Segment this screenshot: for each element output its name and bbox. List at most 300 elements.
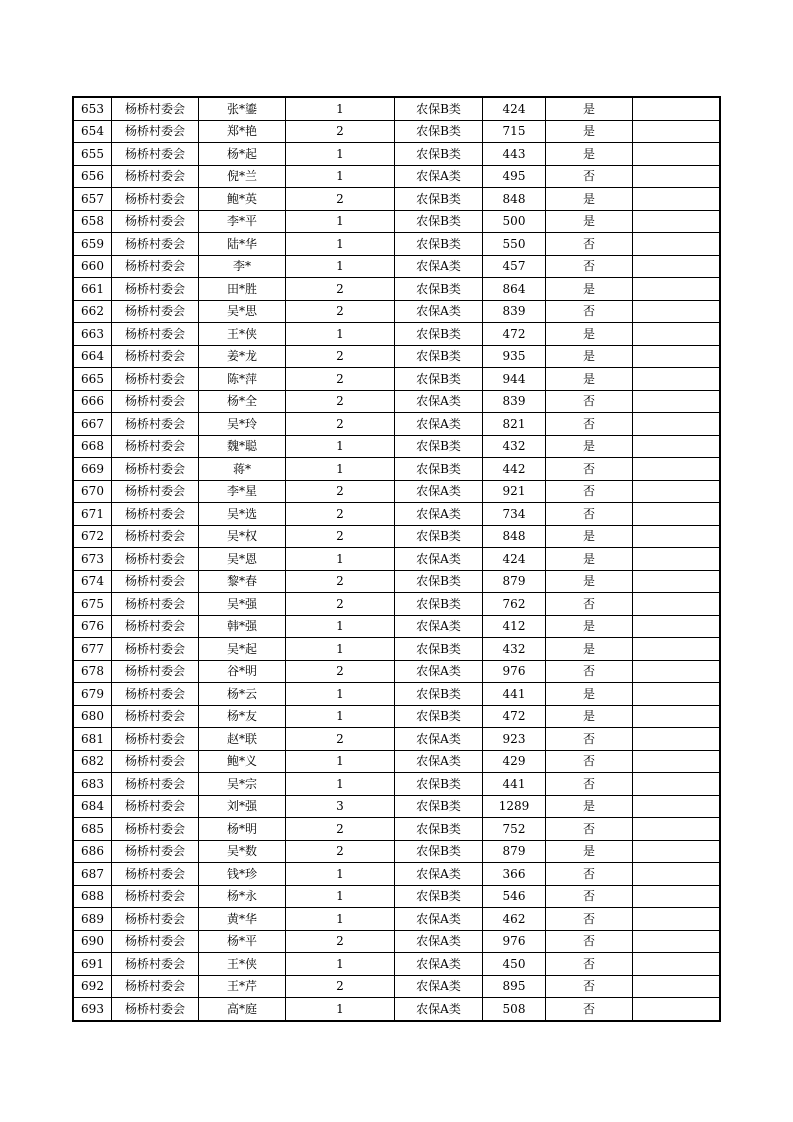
committee-cell: 杨桥村委会	[112, 390, 199, 413]
insurance-type-cell: 农保A类	[395, 660, 483, 683]
amount-cell: 432	[483, 435, 546, 458]
insurance-type-cell: 农保B类	[395, 97, 483, 120]
household-count-cell: 2	[286, 728, 395, 751]
table-row	[73, 660, 720, 683]
status-cell: 否	[546, 953, 633, 976]
status-cell: 否	[546, 818, 633, 841]
name-cell: 鲍*义	[199, 750, 286, 773]
household-count-cell: 2	[286, 120, 395, 143]
committee-cell: 杨桥村委会	[112, 885, 199, 908]
table-row	[73, 998, 720, 1021]
committee-cell: 杨桥村委会	[112, 728, 199, 751]
data-table	[72, 96, 721, 1022]
status-cell: 是	[546, 570, 633, 593]
remark-cell	[633, 548, 721, 571]
household-count-cell: 1	[286, 953, 395, 976]
remark-cell	[633, 480, 721, 503]
remark-cell	[633, 503, 721, 526]
status-cell: 是	[546, 120, 633, 143]
table-row	[73, 345, 720, 368]
status-cell: 是	[546, 278, 633, 301]
status-cell: 否	[546, 773, 633, 796]
table-body	[73, 97, 720, 1021]
household-count-cell: 1	[286, 210, 395, 233]
remark-cell	[633, 413, 721, 436]
amount-cell: 821	[483, 413, 546, 436]
status-cell: 是	[546, 97, 633, 120]
row-number-cell: 683	[73, 773, 112, 796]
committee-cell: 杨桥村委会	[112, 120, 199, 143]
row-number-cell: 653	[73, 97, 112, 120]
remark-cell	[633, 255, 721, 278]
status-cell: 是	[546, 143, 633, 166]
table-row	[73, 165, 720, 188]
household-count-cell: 2	[286, 525, 395, 548]
remark-cell	[633, 728, 721, 751]
table-row	[73, 413, 720, 436]
row-number-cell: 665	[73, 368, 112, 391]
committee-cell: 杨桥村委会	[112, 660, 199, 683]
row-number-cell: 681	[73, 728, 112, 751]
name-cell: 陈*萍	[199, 368, 286, 391]
committee-cell: 杨桥村委会	[112, 345, 199, 368]
amount-cell: 457	[483, 255, 546, 278]
remark-cell	[633, 998, 721, 1021]
household-count-cell: 2	[286, 413, 395, 436]
insurance-type-cell: 农保B类	[395, 458, 483, 481]
committee-cell: 杨桥村委会	[112, 165, 199, 188]
name-cell: 杨*明	[199, 818, 286, 841]
remark-cell	[633, 323, 721, 346]
status-cell: 是	[546, 795, 633, 818]
household-count-cell: 2	[286, 188, 395, 211]
table-row	[73, 368, 720, 391]
status-cell: 是	[546, 705, 633, 728]
table-row	[73, 863, 720, 886]
insurance-type-cell: 农保B类	[395, 570, 483, 593]
remark-cell	[633, 143, 721, 166]
committee-cell: 杨桥村委会	[112, 548, 199, 571]
status-cell: 是	[546, 368, 633, 391]
remark-cell	[633, 300, 721, 323]
household-count-cell: 1	[286, 97, 395, 120]
household-count-cell: 1	[286, 458, 395, 481]
remark-cell	[633, 593, 721, 616]
name-cell: 王*侠	[199, 953, 286, 976]
row-number-cell: 654	[73, 120, 112, 143]
amount-cell: 879	[483, 840, 546, 863]
committee-cell: 杨桥村委会	[112, 368, 199, 391]
committee-cell: 杨桥村委会	[112, 930, 199, 953]
insurance-type-cell: 农保B类	[395, 368, 483, 391]
insurance-type-cell: 农保A类	[395, 908, 483, 931]
amount-cell: 432	[483, 638, 546, 661]
amount-cell: 462	[483, 908, 546, 931]
remark-cell	[633, 930, 721, 953]
row-number-cell: 655	[73, 143, 112, 166]
row-number-cell: 680	[73, 705, 112, 728]
remark-cell	[633, 750, 721, 773]
row-number-cell: 660	[73, 255, 112, 278]
name-cell: 李*平	[199, 210, 286, 233]
row-number-cell: 692	[73, 975, 112, 998]
household-count-cell: 2	[286, 593, 395, 616]
committee-cell: 杨桥村委会	[112, 705, 199, 728]
insurance-type-cell: 农保A类	[395, 728, 483, 751]
row-number-cell: 667	[73, 413, 112, 436]
amount-cell: 976	[483, 660, 546, 683]
name-cell: 田*胜	[199, 278, 286, 301]
committee-cell: 杨桥村委会	[112, 593, 199, 616]
status-cell: 否	[546, 165, 633, 188]
status-cell: 否	[546, 255, 633, 278]
row-number-cell: 691	[73, 953, 112, 976]
amount-cell: 895	[483, 975, 546, 998]
table-row	[73, 930, 720, 953]
remark-cell	[633, 390, 721, 413]
name-cell: 吴*思	[199, 300, 286, 323]
table-row	[73, 840, 720, 863]
insurance-type-cell: 农保A类	[395, 863, 483, 886]
insurance-type-cell: 农保A类	[395, 975, 483, 998]
insurance-type-cell: 农保A类	[395, 953, 483, 976]
amount-cell: 864	[483, 278, 546, 301]
table-row	[73, 480, 720, 503]
name-cell: 王*芹	[199, 975, 286, 998]
household-count-cell: 3	[286, 795, 395, 818]
insurance-type-cell: 农保A类	[395, 615, 483, 638]
remark-cell	[633, 975, 721, 998]
insurance-type-cell: 农保B类	[395, 593, 483, 616]
row-number-cell: 677	[73, 638, 112, 661]
status-cell: 是	[546, 435, 633, 458]
committee-cell: 杨桥村委会	[112, 435, 199, 458]
household-count-cell: 2	[286, 480, 395, 503]
status-cell: 是	[546, 683, 633, 706]
row-number-cell: 672	[73, 525, 112, 548]
insurance-type-cell: 农保B类	[395, 120, 483, 143]
status-cell: 否	[546, 593, 633, 616]
remark-cell	[633, 210, 721, 233]
name-cell: 蒋*	[199, 458, 286, 481]
remark-cell	[633, 773, 721, 796]
row-number-cell: 679	[73, 683, 112, 706]
name-cell: 吴*数	[199, 840, 286, 863]
insurance-type-cell: 农保A类	[395, 998, 483, 1021]
name-cell: 姜*龙	[199, 345, 286, 368]
status-cell: 否	[546, 975, 633, 998]
insurance-type-cell: 农保A类	[395, 300, 483, 323]
remark-cell	[633, 233, 721, 256]
name-cell: 杨*云	[199, 683, 286, 706]
row-number-cell: 693	[73, 998, 112, 1021]
status-cell: 是	[546, 840, 633, 863]
row-number-cell: 669	[73, 458, 112, 481]
name-cell: 吴*强	[199, 593, 286, 616]
table-row	[73, 818, 720, 841]
remark-cell	[633, 458, 721, 481]
committee-cell: 杨桥村委会	[112, 975, 199, 998]
insurance-type-cell: 农保A类	[395, 390, 483, 413]
household-count-cell: 1	[286, 773, 395, 796]
household-count-cell: 1	[286, 705, 395, 728]
household-count-cell: 1	[286, 750, 395, 773]
table-row	[73, 188, 720, 211]
amount-cell: 441	[483, 683, 546, 706]
row-number-cell: 658	[73, 210, 112, 233]
amount-cell: 546	[483, 885, 546, 908]
table-row	[73, 97, 720, 120]
household-count-cell: 2	[286, 278, 395, 301]
household-count-cell: 1	[286, 638, 395, 661]
remark-cell	[633, 165, 721, 188]
committee-cell: 杨桥村委会	[112, 503, 199, 526]
insurance-type-cell: 农保B类	[395, 143, 483, 166]
row-number-cell: 657	[73, 188, 112, 211]
household-count-cell: 1	[286, 233, 395, 256]
status-cell: 否	[546, 998, 633, 1021]
remark-cell	[633, 908, 721, 931]
status-cell: 否	[546, 458, 633, 481]
amount-cell: 944	[483, 368, 546, 391]
row-number-cell: 671	[73, 503, 112, 526]
insurance-type-cell: 农保B类	[395, 818, 483, 841]
name-cell: 杨*永	[199, 885, 286, 908]
committee-cell: 杨桥村委会	[112, 773, 199, 796]
table-row	[73, 705, 720, 728]
committee-cell: 杨桥村委会	[112, 458, 199, 481]
amount-cell: 424	[483, 548, 546, 571]
table-row	[73, 435, 720, 458]
table-row	[73, 503, 720, 526]
committee-cell: 杨桥村委会	[112, 233, 199, 256]
household-count-cell: 2	[286, 368, 395, 391]
committee-cell: 杨桥村委会	[112, 998, 199, 1021]
name-cell: 杨*全	[199, 390, 286, 413]
name-cell: 吴*起	[199, 638, 286, 661]
household-count-cell: 1	[286, 548, 395, 571]
status-cell: 否	[546, 930, 633, 953]
committee-cell: 杨桥村委会	[112, 795, 199, 818]
name-cell: 吴*权	[199, 525, 286, 548]
status-cell: 否	[546, 503, 633, 526]
remark-cell	[633, 368, 721, 391]
amount-cell: 879	[483, 570, 546, 593]
status-cell: 是	[546, 210, 633, 233]
amount-cell: 762	[483, 593, 546, 616]
insurance-type-cell: 农保A类	[395, 750, 483, 773]
status-cell: 否	[546, 390, 633, 413]
row-number-cell: 659	[73, 233, 112, 256]
committee-cell: 杨桥村委会	[112, 143, 199, 166]
table-row	[73, 795, 720, 818]
household-count-cell: 1	[286, 323, 395, 346]
table-row	[73, 458, 720, 481]
committee-cell: 杨桥村委会	[112, 413, 199, 436]
amount-cell: 839	[483, 390, 546, 413]
row-number-cell: 668	[73, 435, 112, 458]
status-cell: 否	[546, 660, 633, 683]
household-count-cell: 2	[286, 975, 395, 998]
table-row	[73, 548, 720, 571]
household-count-cell: 1	[286, 255, 395, 278]
amount-cell: 472	[483, 323, 546, 346]
row-number-cell: 675	[73, 593, 112, 616]
status-cell: 否	[546, 885, 633, 908]
table-row	[73, 683, 720, 706]
remark-cell	[633, 660, 721, 683]
status-cell: 否	[546, 413, 633, 436]
insurance-type-cell: 农保A类	[395, 930, 483, 953]
household-count-cell: 2	[286, 300, 395, 323]
name-cell: 王*侠	[199, 323, 286, 346]
insurance-type-cell: 农保B类	[395, 885, 483, 908]
committee-cell: 杨桥村委会	[112, 840, 199, 863]
row-number-cell: 656	[73, 165, 112, 188]
name-cell: 李*	[199, 255, 286, 278]
remark-cell	[633, 278, 721, 301]
status-cell: 是	[546, 323, 633, 346]
row-number-cell: 661	[73, 278, 112, 301]
committee-cell: 杨桥村委会	[112, 278, 199, 301]
name-cell: 魏*聪	[199, 435, 286, 458]
table-row	[73, 570, 720, 593]
committee-cell: 杨桥村委会	[112, 638, 199, 661]
table-row	[73, 975, 720, 998]
remark-cell	[633, 953, 721, 976]
insurance-type-cell: 农保B类	[395, 233, 483, 256]
name-cell: 倪*兰	[199, 165, 286, 188]
table-row	[73, 773, 720, 796]
committee-cell: 杨桥村委会	[112, 818, 199, 841]
remark-cell	[633, 345, 721, 368]
name-cell: 谷*明	[199, 660, 286, 683]
row-number-cell: 673	[73, 548, 112, 571]
table-row	[73, 885, 720, 908]
status-cell: 是	[546, 615, 633, 638]
remark-cell	[633, 705, 721, 728]
household-count-cell: 1	[286, 143, 395, 166]
amount-cell: 923	[483, 728, 546, 751]
remark-cell	[633, 818, 721, 841]
insurance-type-cell: 农保B类	[395, 345, 483, 368]
row-number-cell: 687	[73, 863, 112, 886]
amount-cell: 848	[483, 525, 546, 548]
table-row	[73, 728, 720, 751]
household-count-cell: 1	[286, 435, 395, 458]
remark-cell	[633, 188, 721, 211]
insurance-type-cell: 农保A类	[395, 165, 483, 188]
amount-cell: 366	[483, 863, 546, 886]
committee-cell: 杨桥村委会	[112, 863, 199, 886]
amount-cell: 472	[483, 705, 546, 728]
amount-cell: 921	[483, 480, 546, 503]
name-cell: 李*星	[199, 480, 286, 503]
amount-cell: 976	[483, 930, 546, 953]
status-cell: 否	[546, 908, 633, 931]
committee-cell: 杨桥村委会	[112, 570, 199, 593]
status-cell: 是	[546, 548, 633, 571]
remark-cell	[633, 615, 721, 638]
amount-cell: 442	[483, 458, 546, 481]
remark-cell	[633, 683, 721, 706]
committee-cell: 杨桥村委会	[112, 255, 199, 278]
name-cell: 杨*友	[199, 705, 286, 728]
insurance-type-cell: 农保A类	[395, 255, 483, 278]
name-cell: 张*鎏	[199, 97, 286, 120]
table-row	[73, 750, 720, 773]
insurance-type-cell: 农保A类	[395, 503, 483, 526]
table-row	[73, 390, 720, 413]
name-cell: 陆*华	[199, 233, 286, 256]
name-cell: 鲍*英	[199, 188, 286, 211]
table-row	[73, 143, 720, 166]
status-cell: 否	[546, 750, 633, 773]
amount-cell: 935	[483, 345, 546, 368]
row-number-cell: 666	[73, 390, 112, 413]
row-number-cell: 678	[73, 660, 112, 683]
insurance-type-cell: 农保B类	[395, 323, 483, 346]
remark-cell	[633, 638, 721, 661]
name-cell: 赵*联	[199, 728, 286, 751]
status-cell: 否	[546, 300, 633, 323]
row-number-cell: 689	[73, 908, 112, 931]
name-cell: 吴*选	[199, 503, 286, 526]
status-cell: 否	[546, 480, 633, 503]
committee-cell: 杨桥村委会	[112, 97, 199, 120]
table-row	[73, 593, 720, 616]
table-row	[73, 908, 720, 931]
row-number-cell: 686	[73, 840, 112, 863]
row-number-cell: 684	[73, 795, 112, 818]
row-number-cell: 688	[73, 885, 112, 908]
insurance-type-cell: 农保B类	[395, 188, 483, 211]
name-cell: 刘*强	[199, 795, 286, 818]
household-count-cell: 2	[286, 570, 395, 593]
row-number-cell: 663	[73, 323, 112, 346]
committee-cell: 杨桥村委会	[112, 908, 199, 931]
amount-cell: 839	[483, 300, 546, 323]
amount-cell: 424	[483, 97, 546, 120]
name-cell: 杨*起	[199, 143, 286, 166]
household-count-cell: 1	[286, 863, 395, 886]
name-cell: 郑*艳	[199, 120, 286, 143]
amount-cell: 752	[483, 818, 546, 841]
amount-cell: 848	[483, 188, 546, 211]
table-row	[73, 278, 720, 301]
table-row	[73, 525, 720, 548]
amount-cell: 550	[483, 233, 546, 256]
row-number-cell: 676	[73, 615, 112, 638]
remark-cell	[633, 525, 721, 548]
insurance-type-cell: 农保A类	[395, 413, 483, 436]
row-number-cell: 682	[73, 750, 112, 773]
remark-cell	[633, 863, 721, 886]
table-row	[73, 953, 720, 976]
committee-cell: 杨桥村委会	[112, 953, 199, 976]
household-count-cell: 2	[286, 930, 395, 953]
household-count-cell: 1	[286, 683, 395, 706]
committee-cell: 杨桥村委会	[112, 683, 199, 706]
remark-cell	[633, 97, 721, 120]
committee-cell: 杨桥村委会	[112, 750, 199, 773]
table-row	[73, 255, 720, 278]
committee-cell: 杨桥村委会	[112, 323, 199, 346]
status-cell: 否	[546, 233, 633, 256]
name-cell: 黎*春	[199, 570, 286, 593]
committee-cell: 杨桥村委会	[112, 210, 199, 233]
name-cell: 黄*华	[199, 908, 286, 931]
